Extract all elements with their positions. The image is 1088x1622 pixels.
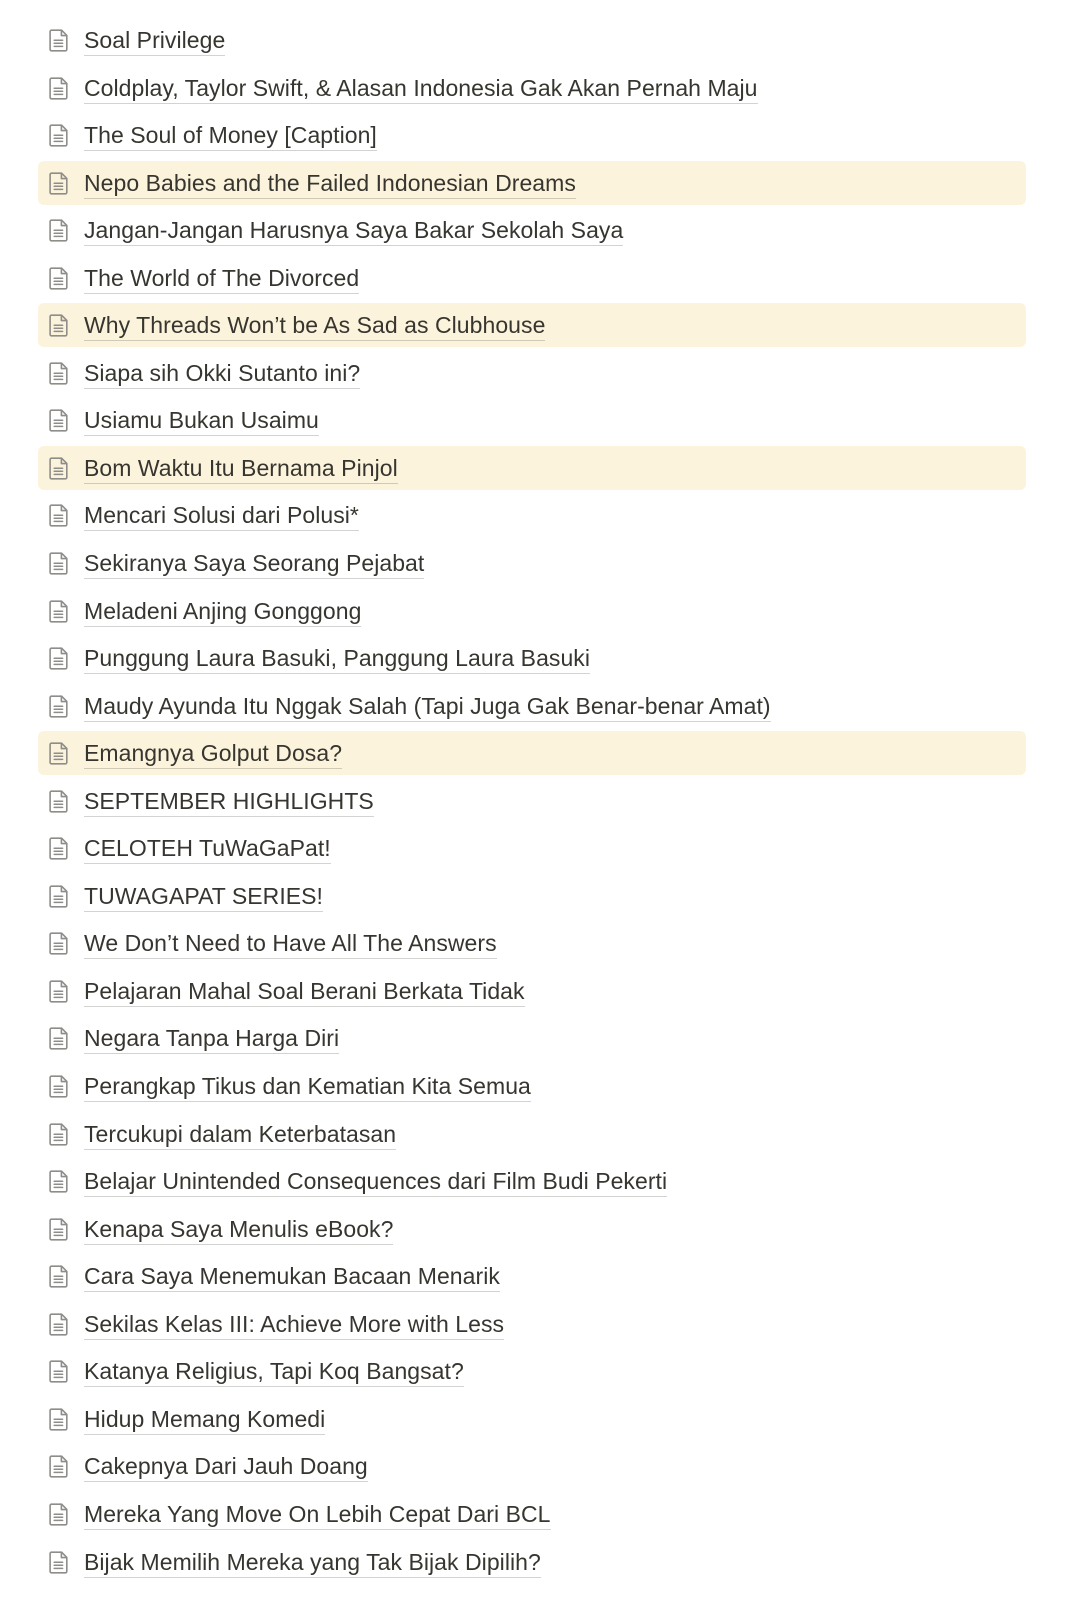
page-link[interactable]	[38, 731, 1026, 775]
page-title-link[interactable]: SEPTEMBER HIGHLIGHTS	[84, 788, 374, 817]
page-link[interactable]	[38, 826, 1026, 870]
document-icon	[48, 789, 70, 813]
page-title-link[interactable]: Usiamu Bukan Usaimu	[84, 407, 319, 436]
page-title-link[interactable]: Pelajaran Mahal Soal Berani Berkata Tidak	[84, 978, 525, 1007]
page-title-link[interactable]: Emangnya Golput Dosa?	[84, 740, 342, 769]
page-link[interactable]	[38, 1159, 1026, 1203]
page-link[interactable]	[38, 113, 1026, 157]
page-title-link[interactable]: Tercukupi dalam Keterbatasan	[84, 1121, 396, 1150]
page-link[interactable]	[38, 636, 1026, 680]
page-link[interactable]	[38, 1349, 1026, 1393]
document-icon	[48, 123, 70, 147]
page-link[interactable]	[38, 684, 1026, 728]
page-title-link[interactable]: Siapa sih Okki Sutanto ini?	[84, 360, 360, 389]
page-link[interactable]	[38, 1492, 1026, 1536]
page-title-link[interactable]: Hidup Memang Komedi	[84, 1406, 325, 1435]
page-link[interactable]	[38, 1112, 1026, 1156]
page-title-link[interactable]: Negara Tanpa Harga Diri	[84, 1025, 339, 1054]
page-link[interactable]	[38, 779, 1026, 823]
page-link[interactable]	[38, 1016, 1026, 1060]
document-icon	[48, 551, 70, 575]
page-title-link[interactable]: Katanya Religius, Tapi Koq Bangsat?	[84, 1358, 464, 1387]
page-list	[38, 18, 1026, 1587]
page-title-link[interactable]: Nepo Babies and the Failed Indonesian Dreams	[84, 170, 576, 199]
document-icon	[48, 1264, 70, 1288]
page-title-link[interactable]: Kenapa Saya Menulis eBook?	[84, 1216, 393, 1245]
document-icon	[48, 599, 70, 623]
page-title-link[interactable]: The Soul of Money [Caption]	[84, 122, 377, 151]
page-title-link[interactable]: Why Threads Won’t be As Sad as Clubhouse	[84, 312, 545, 341]
document-icon	[48, 171, 70, 195]
page-title-link[interactable]: Coldplay, Taylor Swift, & Alasan Indonesia Gak Akan Pernah Maju	[84, 75, 758, 104]
document-icon	[48, 836, 70, 860]
page-title-link[interactable]: Cara Saya Menemukan Bacaan Menarik	[84, 1263, 500, 1292]
page-title-link[interactable]: Meladeni Anjing Gonggong	[84, 598, 361, 627]
document-icon	[48, 408, 70, 432]
page-link[interactable]	[38, 303, 1026, 347]
page-link[interactable]	[38, 1302, 1026, 1346]
page-link[interactable]	[38, 874, 1026, 918]
page-link[interactable]	[38, 18, 1026, 62]
document-icon	[48, 266, 70, 290]
document-icon	[48, 741, 70, 765]
page-title-link[interactable]: Punggung Laura Basuki, Panggung Laura Basuki	[84, 645, 590, 674]
document-icon	[48, 694, 70, 718]
page-link[interactable]	[38, 256, 1026, 300]
document-icon	[48, 979, 70, 1003]
page-link[interactable]	[38, 921, 1026, 965]
document-icon	[48, 1169, 70, 1193]
document-icon	[48, 28, 70, 52]
page-link[interactable]	[38, 969, 1026, 1013]
page-link[interactable]	[38, 398, 1026, 442]
document-icon	[48, 1074, 70, 1098]
document-icon	[48, 884, 70, 908]
page-link[interactable]	[38, 446, 1026, 490]
page-title-link[interactable]: Cakepnya Dari Jauh Doang	[84, 1453, 368, 1482]
page-link[interactable]	[38, 1444, 1026, 1488]
page-link[interactable]	[38, 1397, 1026, 1441]
page-title-link[interactable]: Mencari Solusi dari Polusi*	[84, 502, 359, 531]
page-link[interactable]	[38, 1540, 1026, 1584]
page-link[interactable]	[38, 589, 1026, 633]
page-title-link[interactable]: Jangan-Jangan Harusnya Saya Bakar Sekolah Saya	[84, 217, 623, 246]
page-link[interactable]	[38, 351, 1026, 395]
document-icon	[48, 1502, 70, 1526]
page-title-link[interactable]: We Don’t Need to Have All The Answers	[84, 930, 497, 959]
document-icon	[48, 1550, 70, 1574]
document-icon	[48, 218, 70, 242]
page-title-link[interactable]: Bijak Memilih Mereka yang Tak Bijak Dipilih?	[84, 1549, 541, 1578]
document-icon	[48, 931, 70, 955]
page-title-link[interactable]: Perangkap Tikus dan Kematian Kita Semua	[84, 1073, 531, 1102]
document-icon	[48, 1359, 70, 1383]
page-link[interactable]	[38, 208, 1026, 252]
page-link[interactable]	[38, 1254, 1026, 1298]
document-icon	[48, 503, 70, 527]
document-icon	[48, 1407, 70, 1431]
document-icon	[48, 1122, 70, 1146]
page-link[interactable]	[38, 1207, 1026, 1251]
page-title-link[interactable]: The World of The Divorced	[84, 265, 359, 294]
page-title-link[interactable]: Mereka Yang Move On Lebih Cepat Dari BCL	[84, 1501, 551, 1530]
document-icon	[48, 1026, 70, 1050]
page-title-link[interactable]: TUWAGAPAT SERIES!	[84, 883, 323, 912]
document-icon	[48, 1217, 70, 1241]
page-link[interactable]	[38, 1064, 1026, 1108]
page-link[interactable]	[38, 66, 1026, 110]
document-icon	[48, 456, 70, 480]
document-icon	[48, 76, 70, 100]
document-icon	[48, 313, 70, 337]
document-icon	[48, 1454, 70, 1478]
document-icon	[48, 361, 70, 385]
page-link[interactable]	[38, 541, 1026, 585]
page-title-link[interactable]: Maudy Ayunda Itu Nggak Salah (Tapi Juga Gak Benar-benar Amat)	[84, 693, 771, 722]
page-link[interactable]	[38, 161, 1026, 205]
page-title-link[interactable]: Belajar Unintended Consequences dari Film Budi Pekerti	[84, 1168, 667, 1197]
page-title-link[interactable]: Sekilas Kelas III: Achieve More with Less	[84, 1311, 504, 1340]
page-title-link[interactable]: Sekiranya Saya Seorang Pejabat	[84, 550, 424, 579]
page-link[interactable]	[38, 493, 1026, 537]
page-title-link[interactable]: CELOTEH TuWaGaPat!	[84, 835, 331, 864]
document-icon	[48, 646, 70, 670]
page-title-link[interactable]: Bom Waktu Itu Bernama Pinjol	[84, 455, 398, 484]
page-title-link[interactable]: Soal Privilege	[84, 27, 225, 56]
document-icon	[48, 1312, 70, 1336]
